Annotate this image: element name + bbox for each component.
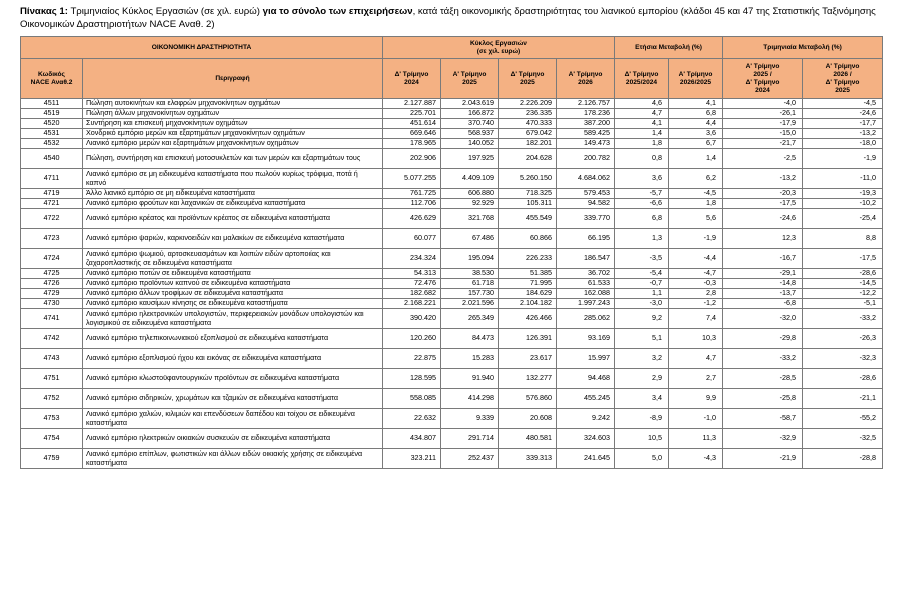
cell-annual-1: -5,4 <box>615 269 669 279</box>
cell-code: 4721 <box>21 199 83 209</box>
cell-code: 4753 <box>21 409 83 429</box>
cell-description: Λιανικό εμπόριο σιδηρικών, χρωμάτων και τζαμιών σε ειδικευμένα καταστήματα <box>83 389 383 409</box>
table-row <box>21 269 883 279</box>
cell-annual-2: -1,0 <box>669 409 723 429</box>
cell-q4-2025: 718.325 <box>499 189 557 199</box>
cell-q1-2025: 15.283 <box>441 349 499 369</box>
cell-q4-2025: 105.311 <box>499 199 557 209</box>
cell-q1-2026: 186.547 <box>557 249 615 269</box>
cell-q4-2024: 72.476 <box>383 279 441 289</box>
cell-annual-2: 2,8 <box>669 289 723 299</box>
cell-code: 4726 <box>21 279 83 289</box>
cell-q4-2025: 236.335 <box>499 109 557 119</box>
cell-q1-2025: 140.052 <box>441 139 499 149</box>
table-row <box>21 289 883 299</box>
cell-annual-2: -4,4 <box>669 249 723 269</box>
cell-quarterly-2: -11,0 <box>803 169 883 189</box>
header-q4-2024: Δ' Τρίμηνο 2024 <box>383 59 441 99</box>
cell-annual-2: 7,4 <box>669 309 723 329</box>
cell-annual-2: 4,1 <box>669 99 723 109</box>
cell-quarterly-1: -21,9 <box>723 449 803 469</box>
cell-annual-1: 3,2 <box>615 349 669 369</box>
cell-description: Λιανικό εμπόριο ηλεκτρονικών υπολογιστών, περιφερειακών μονάδων υπολογιστών και λογισμικού σε ειδικευμένα καταστήματα <box>83 309 383 329</box>
header-turnover <box>383 37 615 59</box>
cell-q4-2025: 470.333 <box>499 119 557 129</box>
cell-quarterly-1: -25,8 <box>723 389 803 409</box>
cell-q1-2026: 579.453 <box>557 189 615 199</box>
cell-annual-1: 2,9 <box>615 369 669 389</box>
table-row <box>21 129 883 139</box>
cell-q4-2025: 184.629 <box>499 289 557 299</box>
cell-annual-2: 2,7 <box>669 369 723 389</box>
cell-q1-2026: 61.533 <box>557 279 615 289</box>
cell-q4-2025: 20.608 <box>499 409 557 429</box>
header-code: Κωδικός NACE Αναθ.2 <box>21 59 83 99</box>
cell-description: Λιανικό εμπόριο ποτών σε ειδικευμένα καταστήματα <box>83 269 383 279</box>
cell-quarterly-1: -58,7 <box>723 409 803 429</box>
cell-annual-2: 1,4 <box>669 149 723 169</box>
header-q1-2025: Α' Τρίμηνο 2025 <box>441 59 499 99</box>
cell-code: 4511 <box>21 99 83 109</box>
cell-annual-2: -0,3 <box>669 279 723 289</box>
cell-quarterly-1: -20,3 <box>723 189 803 199</box>
cell-quarterly-2: -32,5 <box>803 429 883 449</box>
cell-code: 4723 <box>21 229 83 249</box>
cell-q1-2025: 606.880 <box>441 189 499 199</box>
header-turnover-title: Κύκλος Εργασιών <box>470 39 527 47</box>
cell-q4-2025: 51.385 <box>499 269 557 279</box>
cell-q1-2026: 36.702 <box>557 269 615 279</box>
cell-q1-2025: 568.937 <box>441 129 499 139</box>
table-row <box>21 429 883 449</box>
cell-code: 4531 <box>21 129 83 139</box>
cell-description: Πώληση, συντήρηση και επισκευή μοτοσυκλετών και των μερών και εξαρτημάτων τους <box>83 149 383 169</box>
cell-description: Λιανικό εμπόριο χαλιών, κιλιμιών και επενδύσεων δαπέδου και τοίχου σε ειδικευμένα καταστήματα <box>83 409 383 429</box>
cell-q1-2026: 339.770 <box>557 209 615 229</box>
cell-q1-2026: 241.645 <box>557 449 615 469</box>
cell-q4-2025: 126.391 <box>499 329 557 349</box>
cell-q1-2025: 252.437 <box>441 449 499 469</box>
cell-q4-2024: 323.211 <box>383 449 441 469</box>
cell-q1-2025: 2.021.596 <box>441 299 499 309</box>
cell-q4-2025: 339.313 <box>499 449 557 469</box>
cell-quarterly-2: -14,5 <box>803 279 883 289</box>
cell-annual-1: -6,6 <box>615 199 669 209</box>
table-row <box>21 139 883 149</box>
cell-description: Πώληση άλλων μηχανοκίνητων οχημάτων <box>83 109 383 119</box>
cell-q1-2026: 149.473 <box>557 139 615 149</box>
cell-quarterly-2: -12,2 <box>803 289 883 299</box>
cell-description: Λιανικό εμπόριο άλλων τροφίμων σε ειδικευμένα καταστήματα <box>83 289 383 299</box>
document-page <box>20 6 882 469</box>
cell-description: Λιανικό εμπόριο εξοπλισμού ήχου και εικόνας σε ειδικευμένα καταστήματα <box>83 349 383 369</box>
cell-q4-2025: 182.201 <box>499 139 557 149</box>
cell-annual-1: 3,4 <box>615 389 669 409</box>
cell-quarterly-1: -2,5 <box>723 149 803 169</box>
cell-q4-2025: 60.866 <box>499 229 557 249</box>
cell-annual-1: 5,1 <box>615 329 669 349</box>
cell-q4-2024: 54.313 <box>383 269 441 279</box>
cell-annual-1: 4,1 <box>615 119 669 129</box>
cell-q1-2025: 38.530 <box>441 269 499 279</box>
cell-quarterly-2: -33,2 <box>803 309 883 329</box>
cell-code: 4743 <box>21 349 83 369</box>
cell-quarterly-1: -17,5 <box>723 199 803 209</box>
cell-annual-1: -5,7 <box>615 189 669 199</box>
cell-annual-1: 9,2 <box>615 309 669 329</box>
header-annual-1: Δ' Τρίμηνο 2025/2024 <box>615 59 669 99</box>
cell-quarterly-2: -17,7 <box>803 119 883 129</box>
cell-annual-2: 4,4 <box>669 119 723 129</box>
cell-description: Λιανικό εμπόριο φρούτων και λαχανικών σε ειδικευμένα καταστήματα <box>83 199 383 209</box>
cell-annual-1: -3,5 <box>615 249 669 269</box>
cell-annual-1: 1,4 <box>615 129 669 139</box>
header-turnover-unit: (σε χιλ. ευρώ) <box>476 47 521 55</box>
cell-q1-2025: 9.339 <box>441 409 499 429</box>
cell-q4-2025: 455.549 <box>499 209 557 229</box>
cell-q4-2024: 2.127.887 <box>383 99 441 109</box>
header-q4-2025: Δ' Τρίμηνο 2025 <box>499 59 557 99</box>
cell-quarterly-2: -28,6 <box>803 369 883 389</box>
cell-q4-2025: 5.260.150 <box>499 169 557 189</box>
cell-q4-2024: 451.614 <box>383 119 441 129</box>
cell-q1-2026: 4.684.062 <box>557 169 615 189</box>
cell-annual-1: -3,0 <box>615 299 669 309</box>
cell-q4-2025: 576.860 <box>499 389 557 409</box>
cell-code: 4754 <box>21 429 83 449</box>
caption-text-2: , κατά τάξη οικονομικής δραστηριότητας του λιανικού εμπορίου (κλάδοι 45 και 47 της Στατιστικής Ταξινόμησης Οικονομικών Δραστηριοτήτων NACE Αναθ. 2) <box>20 6 876 30</box>
table-row <box>21 279 883 289</box>
cell-q1-2025: 195.094 <box>441 249 499 269</box>
cell-quarterly-2: -21,1 <box>803 389 883 409</box>
cell-quarterly-1: -24,6 <box>723 209 803 229</box>
cell-code: 4719 <box>21 189 83 199</box>
cell-annual-1: 4,6 <box>615 99 669 109</box>
cell-quarterly-1: -17,9 <box>723 119 803 129</box>
cell-annual-1: 1,1 <box>615 289 669 299</box>
cell-quarterly-2: -17,5 <box>803 249 883 269</box>
cell-code: 4742 <box>21 329 83 349</box>
cell-quarterly-2: -19,3 <box>803 189 883 199</box>
cell-q1-2025: 4.409.109 <box>441 169 499 189</box>
cell-q1-2026: 94.582 <box>557 199 615 209</box>
cell-code: 4540 <box>21 149 83 169</box>
cell-annual-2: 4,7 <box>669 349 723 369</box>
table-row <box>21 109 883 119</box>
cell-q4-2025: 23.617 <box>499 349 557 369</box>
cell-code: 4730 <box>21 299 83 309</box>
cell-quarterly-1: -32,0 <box>723 309 803 329</box>
cell-q4-2024: 234.324 <box>383 249 441 269</box>
cell-annual-2: -4,5 <box>669 189 723 199</box>
cell-q4-2025: 2.104.182 <box>499 299 557 309</box>
cell-q1-2025: 61.718 <box>441 279 499 289</box>
cell-q4-2025: 226.233 <box>499 249 557 269</box>
cell-quarterly-2: -55,2 <box>803 409 883 429</box>
cell-annual-2: 6,7 <box>669 139 723 149</box>
cell-annual-2: 6,8 <box>669 109 723 119</box>
cell-quarterly-1: -21,7 <box>723 139 803 149</box>
cell-q4-2024: 390.420 <box>383 309 441 329</box>
table-row <box>21 389 883 409</box>
cell-quarterly-2: -28,6 <box>803 269 883 279</box>
cell-quarterly-2: -1,9 <box>803 149 883 169</box>
cell-q1-2025: 166.872 <box>441 109 499 119</box>
cell-quarterly-2: -28,8 <box>803 449 883 469</box>
cell-q1-2025: 265.349 <box>441 309 499 329</box>
cell-annual-1: 1,3 <box>615 229 669 249</box>
cell-quarterly-1: -28,5 <box>723 369 803 389</box>
cell-q4-2024: 761.725 <box>383 189 441 199</box>
cell-q4-2025: 426.466 <box>499 309 557 329</box>
cell-q1-2026: 2.126.757 <box>557 99 615 109</box>
cell-q4-2024: 112.706 <box>383 199 441 209</box>
cell-code: 4711 <box>21 169 83 189</box>
header-quarterly-2: Α' Τρίμηνο 2026 / Δ' Τρίμηνο 2025 <box>803 59 883 99</box>
cell-q1-2025: 197.925 <box>441 149 499 169</box>
cell-q1-2026: 324.603 <box>557 429 615 449</box>
cell-description: Λιανικό εμπόριο επίπλων, φωτιστικών και άλλων ειδών οικιακής χρήσης σε ειδικευμένα καταστήματα <box>83 449 383 469</box>
cell-q1-2026: 94.468 <box>557 369 615 389</box>
table-row <box>21 199 883 209</box>
cell-annual-1: 6,8 <box>615 209 669 229</box>
cell-q1-2026: 178.236 <box>557 109 615 119</box>
cell-quarterly-1: -32,9 <box>723 429 803 449</box>
cell-q4-2025: 480.581 <box>499 429 557 449</box>
cell-quarterly-1: -33,2 <box>723 349 803 369</box>
table-row <box>21 149 883 169</box>
cell-annual-1: 1,8 <box>615 139 669 149</box>
cell-annual-2: -4,7 <box>669 269 723 279</box>
cell-q4-2025: 2.226.209 <box>499 99 557 109</box>
cell-code: 4724 <box>21 249 83 269</box>
header-annual-change: Ετήσια Μεταβολή (%) <box>615 37 723 59</box>
cell-description: Λιανικό εμπόριο προϊόντων καπνού σε ειδικευμένα καταστήματα <box>83 279 383 289</box>
cell-q1-2025: 370.740 <box>441 119 499 129</box>
cell-code: 4520 <box>21 119 83 129</box>
cell-quarterly-1: 12,3 <box>723 229 803 249</box>
cell-quarterly-1: -29,8 <box>723 329 803 349</box>
cell-quarterly-2: -24,6 <box>803 109 883 119</box>
table-row <box>21 349 883 369</box>
cell-q4-2025: 71.995 <box>499 279 557 289</box>
table-body <box>21 99 883 469</box>
table-row <box>21 409 883 429</box>
header-quarterly-change: Τριμηνιαία Μεταβολή (%) <box>723 37 883 59</box>
cell-description: Λιανικό εμπόριο κρέατος και προϊόντων κρέατος σε ειδικευμένα καταστήματα <box>83 209 383 229</box>
cell-q1-2026: 1.997.243 <box>557 299 615 309</box>
cell-description: Λιανικό εμπόριο κλωστοϋφαντουργικών προϊόντων σε ειδικευμένα καταστήματα <box>83 369 383 389</box>
header-activity: ΟΙΚΟΝΟΜΙΚΗ ΔΡΑΣΤΗΡΙΟΤΗΤΑ <box>21 37 383 59</box>
table-row <box>21 449 883 469</box>
cell-annual-1: -0,7 <box>615 279 669 289</box>
cell-q4-2025: 204.628 <box>499 149 557 169</box>
cell-q1-2026: 93.169 <box>557 329 615 349</box>
cell-description: Λιανικό εμπόριο τηλεπικοινωνιακού εξοπλισμού σε ειδικευμένα καταστήματα <box>83 329 383 349</box>
cell-q4-2024: 128.595 <box>383 369 441 389</box>
cell-annual-1: 3,6 <box>615 169 669 189</box>
cell-quarterly-1: -13,2 <box>723 169 803 189</box>
cell-q4-2024: 202.906 <box>383 149 441 169</box>
cell-quarterly-2: -25,4 <box>803 209 883 229</box>
cell-q4-2024: 669.646 <box>383 129 441 139</box>
turnover-table <box>20 36 883 469</box>
header-annual-2: Α' Τρίμηνο 2026/2025 <box>669 59 723 99</box>
cell-code: 4519 <box>21 109 83 119</box>
cell-q1-2025: 67.486 <box>441 229 499 249</box>
cell-quarterly-1: -16,7 <box>723 249 803 269</box>
table-row <box>21 229 883 249</box>
cell-code: 4752 <box>21 389 83 409</box>
cell-q4-2025: 679.042 <box>499 129 557 139</box>
cell-quarterly-2: -4,5 <box>803 99 883 109</box>
caption-label: Πίνακας 1: <box>20 6 68 17</box>
cell-quarterly-1: -4,0 <box>723 99 803 109</box>
table-caption <box>20 6 882 31</box>
cell-description: Λιανικό εμπόριο ψαριών, καρκινοειδών και μαλακίων σε ειδικευμένα καταστήματα <box>83 229 383 249</box>
table-row <box>21 99 883 109</box>
cell-annual-1: 4,7 <box>615 109 669 119</box>
header-description: Περιγραφή <box>83 59 383 99</box>
cell-description: Λιανικό εμπόριο καυσίμων κίνησης σε ειδικευμένα καταστήματα <box>83 299 383 309</box>
cell-annual-1: 0,8 <box>615 149 669 169</box>
header-quarterly-1: Α' Τρίμηνο 2025 / Δ' Τρίμηνο 2024 <box>723 59 803 99</box>
cell-q1-2025: 321.768 <box>441 209 499 229</box>
cell-q4-2024: 5.077.255 <box>383 169 441 189</box>
cell-code: 4751 <box>21 369 83 389</box>
cell-annual-2: 9,9 <box>669 389 723 409</box>
cell-code: 4722 <box>21 209 83 229</box>
cell-quarterly-2: 8,8 <box>803 229 883 249</box>
cell-code: 4725 <box>21 269 83 279</box>
cell-q1-2025: 291.714 <box>441 429 499 449</box>
cell-q1-2026: 66.195 <box>557 229 615 249</box>
cell-q1-2025: 91.940 <box>441 369 499 389</box>
cell-quarterly-1: -6,8 <box>723 299 803 309</box>
cell-quarterly-1: -29,1 <box>723 269 803 279</box>
cell-description: Συντήρηση και επισκευή μηχανοκίνητων οχημάτων <box>83 119 383 129</box>
cell-q1-2025: 84.473 <box>441 329 499 349</box>
cell-quarterly-1: -13,7 <box>723 289 803 299</box>
table-row <box>21 299 883 309</box>
cell-q4-2024: 120.260 <box>383 329 441 349</box>
cell-quarterly-2: -18,0 <box>803 139 883 149</box>
cell-annual-2: 3,6 <box>669 129 723 139</box>
cell-q4-2024: 2.168.221 <box>383 299 441 309</box>
cell-description: Λιανικό εμπόριο ηλεκτρικών οικιακών συσκευών σε ειδικευμένα καταστήματα <box>83 429 383 449</box>
cell-annual-2: 6,2 <box>669 169 723 189</box>
cell-code: 4729 <box>21 289 83 299</box>
cell-code: 4532 <box>21 139 83 149</box>
cell-code: 4741 <box>21 309 83 329</box>
cell-description: Λιανικό εμπόριο μερών και εξαρτημάτων μηχανοκίνητων οχημάτων <box>83 139 383 149</box>
table-row <box>21 119 883 129</box>
cell-q1-2025: 157.730 <box>441 289 499 299</box>
table-row <box>21 329 883 349</box>
cell-q4-2024: 225.701 <box>383 109 441 119</box>
table-row <box>21 189 883 199</box>
header-q1-2026: Α' Τρίμηνο 2026 <box>557 59 615 99</box>
cell-annual-2: 1,8 <box>669 199 723 209</box>
cell-annual-2: -4,3 <box>669 449 723 469</box>
cell-description: Πώληση αυτοκινήτων και ελαφρών μηχανοκίνητων οχημάτων <box>83 99 383 109</box>
cell-q4-2025: 132.277 <box>499 369 557 389</box>
cell-q1-2025: 92.929 <box>441 199 499 209</box>
cell-code: 4759 <box>21 449 83 469</box>
cell-q4-2024: 60.077 <box>383 229 441 249</box>
cell-q1-2026: 15.997 <box>557 349 615 369</box>
cell-annual-1: 10,5 <box>615 429 669 449</box>
cell-q4-2024: 22.875 <box>383 349 441 369</box>
cell-q1-2026: 285.062 <box>557 309 615 329</box>
cell-q4-2024: 182.682 <box>383 289 441 299</box>
cell-annual-2: 10,3 <box>669 329 723 349</box>
cell-description: Λιανικό εμπόριο ψωμιού, αρτοσκευασμάτων και λοιπών ειδών αρτοποιίας και ζαχαροπλαστικής σε ειδικευμένα καταστήματα <box>83 249 383 269</box>
cell-quarterly-1: -26,1 <box>723 109 803 119</box>
table-row <box>21 209 883 229</box>
cell-q4-2024: 558.085 <box>383 389 441 409</box>
cell-q1-2026: 455.245 <box>557 389 615 409</box>
caption-text-1: Τριμηνιαίος Κύκλος Εργασιών (σε χιλ. ευρώ) <box>67 6 263 17</box>
cell-quarterly-2: -5,1 <box>803 299 883 309</box>
cell-q1-2026: 200.782 <box>557 149 615 169</box>
cell-description: Λιανικό εμπόριο σε μη ειδικευμένα καταστήματα που πωλούν κυρίως τρόφιμα, ποτά ή καπνό <box>83 169 383 189</box>
cell-description: Χονδρικό εμπόριο μερών και εξαρτημάτων μηχανοκίνητων οχημάτων <box>83 129 383 139</box>
table-row <box>21 249 883 269</box>
cell-annual-2: 11,3 <box>669 429 723 449</box>
cell-annual-2: -1,2 <box>669 299 723 309</box>
cell-description: Άλλο λιανικό εμπόριο σε μη ειδικευμένα καταστήματα <box>83 189 383 199</box>
cell-quarterly-1: -14,8 <box>723 279 803 289</box>
table-row <box>21 309 883 329</box>
cell-q1-2025: 414.298 <box>441 389 499 409</box>
cell-annual-2: 5,6 <box>669 209 723 229</box>
cell-quarterly-1: -15,0 <box>723 129 803 139</box>
cell-annual-2: -1,9 <box>669 229 723 249</box>
caption-bold: για το σύνολο των επιχειρήσεων <box>262 6 413 17</box>
cell-q1-2025: 2.043.619 <box>441 99 499 109</box>
cell-quarterly-2: -10,2 <box>803 199 883 209</box>
cell-quarterly-2: -32,3 <box>803 349 883 369</box>
cell-q1-2026: 387.200 <box>557 119 615 129</box>
cell-q1-2026: 9.242 <box>557 409 615 429</box>
cell-quarterly-2: -26,3 <box>803 329 883 349</box>
cell-q4-2024: 178.965 <box>383 139 441 149</box>
table-row <box>21 369 883 389</box>
cell-q4-2024: 426.629 <box>383 209 441 229</box>
cell-quarterly-2: -13,2 <box>803 129 883 139</box>
cell-annual-1: -8,9 <box>615 409 669 429</box>
cell-q4-2024: 434.807 <box>383 429 441 449</box>
table-row <box>21 169 883 189</box>
cell-q1-2026: 162.088 <box>557 289 615 299</box>
cell-annual-1: 5,0 <box>615 449 669 469</box>
cell-q1-2026: 589.425 <box>557 129 615 139</box>
cell-q4-2024: 22.632 <box>383 409 441 429</box>
